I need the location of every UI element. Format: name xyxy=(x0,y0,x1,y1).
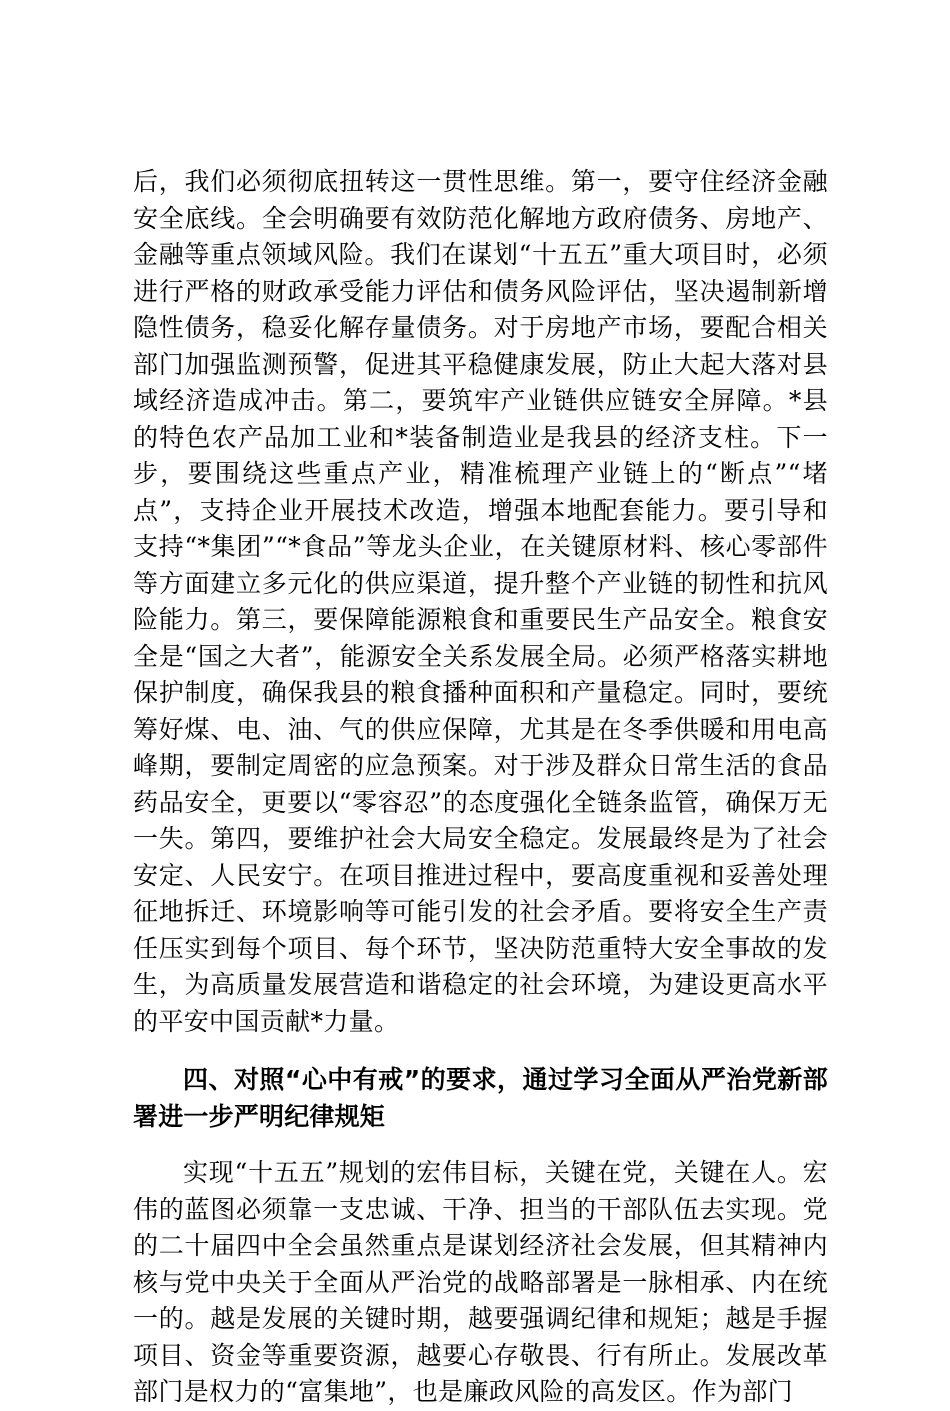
section-heading: 四、对照“心中有戒”的要求，通过学习全面从严治党新部署进一步严明纪律规矩 xyxy=(133,1065,828,1131)
document-body xyxy=(133,164,828,1411)
body-paragraph: 实现“十五五”规划的宏伟目标，关键在党，关键在人。宏伟的蓝图必须靠一支忠诚、干净、担当的干部队伍去实现。党的二十届四中全会虽然重点是谋划经济社会发展，但其精神内核与党中央关于全面从严治党的战略部署是一脉相承、内在统一的。越是发展的关键时期，越要强调纪律和规矩；越是手握项目、资金等重要资源，越要心存敬畏、行有所止。发展改革部门是权力的“富集地”，也是廉政风险的高发区。作为部门 xyxy=(133,1158,828,1406)
body-paragraph: 后，我们必须彻底扭转这一贯性思维。第一，要守住经济金融安全底线。全会明确要有效防范化解地方政府债务、房地产、金融等重点领域风险。我们在谋划“十五五”重大项目时，必须进行严格的财政承受能力评估和债务风险评估，坚决遏制新增隐性债务，稳妥化解存量债务。对于房地产市场，要配合相关部门加强监测预警，促进其平稳健康发展，防止大起大落对县域经济造成冲击。第二，要筑牢产业链供应链安全屏障。*县的特色农产品加工业和*装备制造业是我县的经济支柱。下一步，要围绕这些重点产业，精准梳理产业链上的“断点”“堵点”，支持企业开展技术改造，增强本地配套能力。要引导和支持“*集团”“*食品”等龙头企业，在关键原材料、核心零部件等方面建立多元化的供应渠道，提升整个产业链的韧性和抗风险能力。第三，要保障能源粮食和重要民生产品安全。粮食安全是“国之大者”，能源安全关系发展全局。必须严格落实耕地保护制度，确保我县的粮食播种面积和产量稳定。同时，要统筹好煤、电、油、气的供应保障，尤其是在冬季供暖和用电高峰期，要制定周密的应急预案。对于涉及群众日常生活的食品药品安全，更要以“零容忍”的态度强化全链条监管，确保万无一失。第四，要维护社会大局安全稳定。发展最终是为了社会安定、人民安宁。在项目推进过程中，要高度重视和妥善处理征地拆迁、环境影响等可能引发的社会矛盾。要将安全生产责任压实到每个项目、每个环节，坚决防范重特大安全事故的发生，为高质量发展营造和谐稳定的社会环境，为建设更高水平的平安中国贡献*力量。 xyxy=(133,167,828,1036)
